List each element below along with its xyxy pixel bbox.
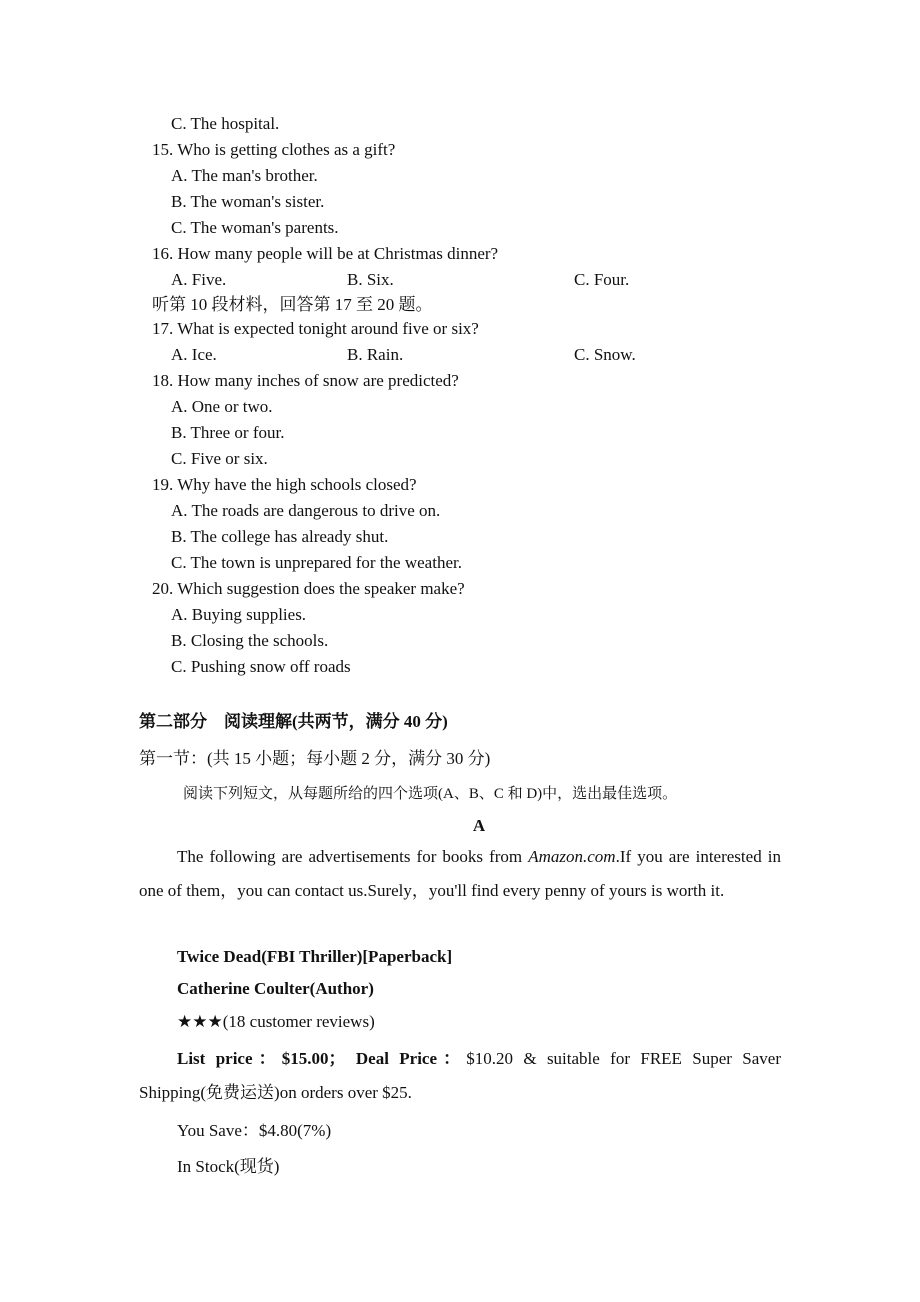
q20-option-c: C. Pushing snow off roads [171, 657, 351, 676]
instruction-10: 听第 10 段材料，回答第 17 至 20 题。 [152, 295, 433, 314]
part2-heading: 第二部分 阅读理解(共两节，满分 40 分) [139, 712, 448, 731]
q17-question: 17. What is expected tonight around five or six? [152, 319, 479, 338]
book-rating: ★★★(18 customer reviews) [177, 1012, 375, 1031]
q18-option-c: C. Five or six. [171, 449, 268, 468]
q15-option-b: B. The woman's sister. [171, 192, 325, 211]
q16-option-c: C. Four. [574, 270, 630, 289]
q18-question: 18. How many inches of snow are predicted? [152, 371, 459, 390]
q17-option-c: C. Snow. [574, 345, 636, 364]
price-paragraph: List price：$15.00； Deal Price：$10.20 & suitable for FREE Super Saver Shipping(免费运送)on orders over $25. [139, 1049, 782, 1102]
directions: 阅读下列短文，从每题所给的四个选项(A、B、C 和 D)中，选出最佳选项。 [183, 786, 678, 802]
q15-question: 15. Who is getting clothes as a gift? [152, 140, 396, 159]
q17-option-a: A. Ice. [171, 345, 217, 364]
q19-option-c: C. The town is unprepared for the weather. [171, 553, 462, 572]
book-title: Twice Dead(FBI Thriller)[Paperback] [177, 947, 453, 966]
q14-option-c: C. The hospital. [171, 114, 280, 133]
q20-question: 20. Which suggestion does the speaker make? [152, 579, 465, 598]
passage-label: A [472, 816, 486, 835]
q17-option-b: B. Rain. [347, 345, 404, 364]
q18-option-a: A. One or two. [171, 397, 273, 416]
q16-question: 16. How many people will be at Christmas dinner? [152, 244, 499, 263]
intro-paragraph: The following are advertisements for books from Amazon.com.If you are interested in one of them，you can contact us.Surely，you'll find every penny of yours is worth it. [139, 847, 781, 900]
section1-heading: 第一节：(共 15 小题；每小题 2 分，满分 30 分) [139, 749, 491, 768]
q15-option-c: C. The woman's parents. [171, 218, 339, 237]
q19-option-b: B. The college has already shut. [171, 527, 389, 546]
q16-option-b: B. Six. [347, 270, 394, 289]
q20-option-a: A. Buying supplies. [171, 605, 307, 624]
q15-option-a: A. The man's brother. [171, 166, 318, 185]
you-save: You Save：$4.80(7%) [177, 1121, 332, 1140]
site-name: Amazon.com [528, 847, 616, 866]
book-author: Catherine Coulter(Author) [177, 979, 374, 998]
q16-option-a: A. Five. [171, 270, 227, 289]
q18-option-b: B. Three or four. [171, 423, 285, 442]
star-rating-icon: ★★★ [177, 1012, 223, 1031]
stock-status: In Stock(现货) [177, 1157, 280, 1176]
q19-question: 19. Why have the high schools closed? [152, 475, 417, 494]
q19-option-a: A. The roads are dangerous to drive on. [171, 501, 441, 520]
q20-option-b: B. Closing the schools. [171, 631, 329, 650]
